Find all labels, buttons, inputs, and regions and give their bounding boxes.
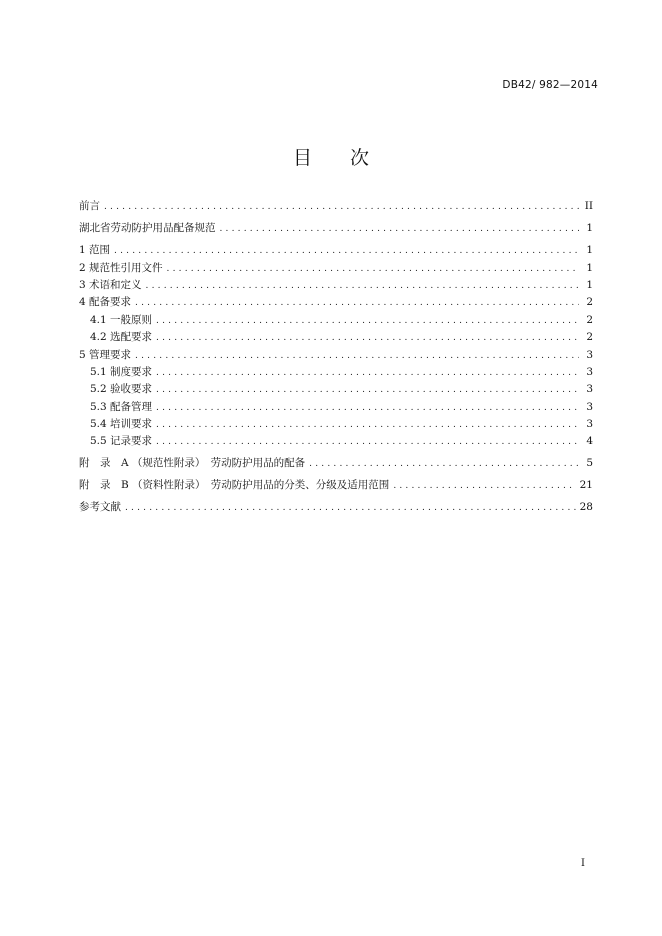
toc-entry-5-4[interactable]: [79, 416, 593, 433]
toc-entry-label: 附 录 A （规范性附录） 劳动防护用品的配备: [79, 457, 306, 470]
toc-entry-page: 2: [586, 313, 593, 326]
toc-entry-label: 5.1 制度要求: [90, 365, 153, 378]
standard-code: DB42/ 982—2014: [502, 79, 598, 91]
toc-entry-page: II: [584, 200, 593, 213]
toc-entry-appendix-a[interactable]: [79, 455, 593, 472]
toc-entry-5-5[interactable]: [79, 433, 593, 450]
toc-entry-label: 4.1 一般原则: [90, 313, 153, 326]
toc-entry-page: 1: [586, 278, 593, 291]
toc-entry-label: 湖北省劳动防护用品配备规范: [79, 222, 216, 235]
toc-entry-label: 5 管理要求: [79, 348, 132, 361]
toc-entry-page: 1: [586, 222, 593, 235]
toc-entry-page: 2: [586, 331, 593, 344]
toc-entry-page: 3: [586, 383, 593, 396]
toc-entry-page: 3: [586, 418, 593, 431]
toc-entry-label: 附 录 B （资料性附录） 劳动防护用品的分类、分级及适用范围: [79, 479, 390, 492]
toc-leader: [393, 479, 575, 494]
toc-entry-label: 5.3 配备管理: [90, 400, 153, 413]
toc-leader: [156, 366, 579, 381]
toc-entry-5-1[interactable]: [79, 364, 593, 381]
toc-entry-label: 5.2 验收要求: [90, 383, 153, 396]
toc-entry-page: 28: [579, 501, 593, 514]
toc-entry-page: 1: [586, 261, 593, 274]
toc-leader: [156, 435, 579, 450]
table-of-contents: [79, 198, 593, 516]
toc-leader: [156, 401, 579, 416]
toc-entry-main-title[interactable]: [79, 220, 593, 237]
toc-leader: [156, 331, 579, 346]
toc-leader: [104, 200, 579, 215]
toc-leader: [156, 383, 579, 398]
toc-entry-5[interactable]: [79, 346, 593, 363]
toc-entry-2[interactable]: [79, 259, 593, 276]
toc-entry-foreword[interactable]: [79, 198, 593, 215]
toc-leader: [309, 457, 579, 472]
toc-entry-label: 5.4 培训要求: [90, 418, 153, 431]
toc-entry-label: 前言: [79, 200, 100, 213]
toc-entry-appendix-b[interactable]: [79, 477, 593, 494]
toc-entry-page: 21: [579, 479, 593, 492]
toc-entry-page: 4: [586, 435, 593, 448]
toc-leader: [135, 349, 579, 364]
toc-entry-label: 4.2 选配要求: [90, 331, 153, 344]
toc-entry-4-1[interactable]: [79, 311, 593, 328]
toc-leader: [220, 222, 580, 237]
toc-entry-label: 4 配备要求: [79, 296, 132, 309]
page-title: [0, 143, 662, 170]
toc-entry-page: 3: [586, 400, 593, 413]
toc-entry-4[interactable]: [79, 294, 593, 311]
toc-leader: [156, 418, 579, 433]
toc-entry-label: 3 术语和定义: [79, 278, 142, 291]
toc-entry-page: 1: [586, 244, 593, 257]
toc-entry-5-3[interactable]: [79, 398, 593, 415]
toc-entry-page: 3: [586, 348, 593, 361]
toc-leader: [125, 501, 576, 516]
toc-leader: [114, 244, 579, 259]
toc-entry-3[interactable]: [79, 277, 593, 294]
toc-entry-label: 5.5 记录要求: [90, 435, 153, 448]
toc-entry-page: 2: [586, 296, 593, 309]
toc-entry-4-2[interactable]: [79, 329, 593, 346]
toc-entry-label: 2 规范性引用文件: [79, 261, 163, 274]
footer-page-number: I: [581, 858, 585, 869]
toc-entry-page: 3: [586, 365, 593, 378]
toc-entry-label: 1 范围: [79, 244, 111, 257]
toc-entry-label: 参考文献: [79, 501, 121, 514]
page-title-right: 次: [350, 147, 370, 169]
toc-entry-page: 5: [586, 457, 593, 470]
toc-leader: [135, 296, 579, 311]
page-title-left: 目: [292, 147, 312, 169]
toc-leader: [167, 262, 579, 277]
toc-leader: [156, 314, 579, 329]
toc-entry-references[interactable]: [79, 499, 593, 516]
toc-leader: [146, 279, 579, 294]
toc-entry-1[interactable]: [79, 242, 593, 259]
toc-entry-5-2[interactable]: [79, 381, 593, 398]
